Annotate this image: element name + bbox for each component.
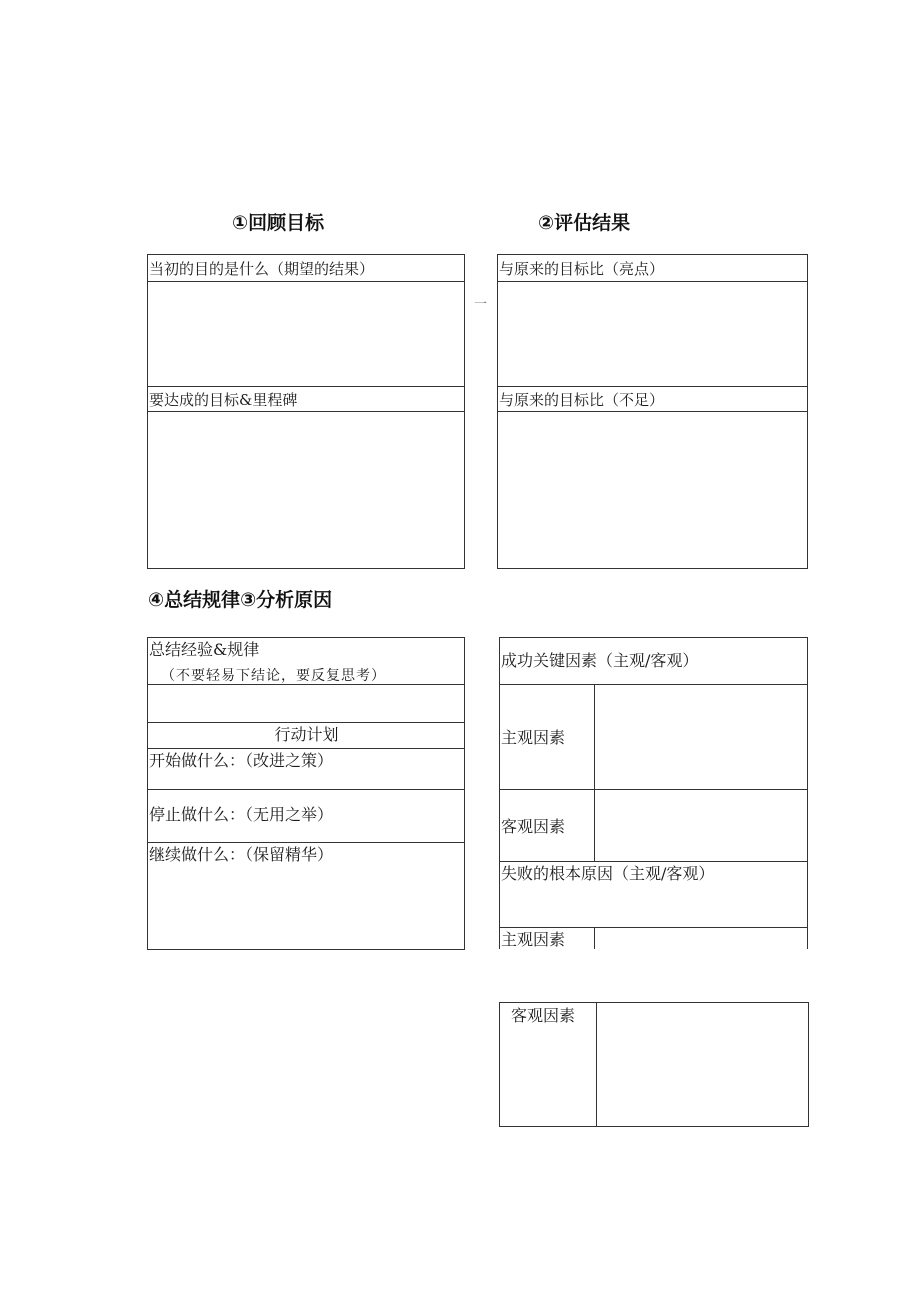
success-subjective-field[interactable]	[596, 686, 806, 788]
experience-note: （不要轻易下结论，要反复思考）	[161, 668, 386, 684]
review-goal-divider	[147, 411, 465, 412]
evaluate-divider	[497, 281, 808, 282]
analysis-inner-vline	[594, 684, 595, 861]
shortcomings-label: 与原来的目标比（不足）	[499, 391, 665, 409]
shortcomings-field[interactable]	[498, 413, 806, 567]
heading-summary-analysis: ④总结规律③分析原因	[148, 589, 333, 611]
failure-objective-field[interactable]	[598, 1004, 807, 1125]
summary-divider	[147, 722, 465, 723]
failure-causes-label: 失败的根本原因（主观/客观）	[501, 864, 715, 883]
original-purpose-label: 当初的目的是什么（期望的结果）	[149, 260, 375, 278]
experience-title: 总结经验&规律	[149, 640, 260, 659]
analysis-divider	[499, 927, 808, 928]
success-factors-label: 成功关键因素（主观/客观）	[501, 651, 699, 670]
goals-milestones-label: 要达成的目标&里程碑	[149, 391, 298, 409]
analysis-divider	[499, 684, 808, 685]
continue-doing-label: 继续做什么：（保留精华）	[149, 845, 334, 864]
highlights-label: 与原来的目标比（亮点）	[499, 260, 665, 278]
stop-doing-label: 停止做什么：（无用之举）	[149, 805, 334, 824]
evaluate-divider	[497, 411, 808, 412]
success-objective-field[interactable]	[596, 791, 806, 860]
success-subjective-label: 主观因素	[501, 728, 566, 747]
failure-subjective-label: 主观因素	[501, 931, 566, 948]
analysis-divider	[499, 861, 808, 862]
start-doing-label: 开始做什么：（改进之策）	[149, 751, 334, 770]
goals-milestones-field[interactable]	[148, 413, 463, 567]
failure-objective-vline	[596, 1002, 597, 1127]
failure-objective-label: 客观因素	[511, 1006, 576, 1025]
heading-review-goal: ①回顾目标	[232, 212, 325, 234]
review-goal-divider	[147, 281, 465, 282]
review-goal-divider	[147, 386, 465, 387]
summary-divider	[147, 842, 465, 843]
success-objective-label: 客观因素	[501, 817, 566, 836]
evaluate-divider	[497, 386, 808, 387]
analysis-inner-vline	[594, 927, 595, 949]
action-plan-label: 行动计划	[274, 725, 339, 744]
original-purpose-field[interactable]	[148, 283, 463, 385]
highlights-field[interactable]	[498, 283, 806, 385]
analysis-divider	[499, 789, 808, 790]
analysis-border-top	[499, 637, 808, 638]
summary-divider	[147, 748, 465, 749]
heading-evaluate-result: ②评估结果	[538, 212, 631, 234]
summary-divider	[147, 789, 465, 790]
separator-mark: 一	[474, 297, 488, 312]
experience-field[interactable]	[148, 686, 463, 721]
